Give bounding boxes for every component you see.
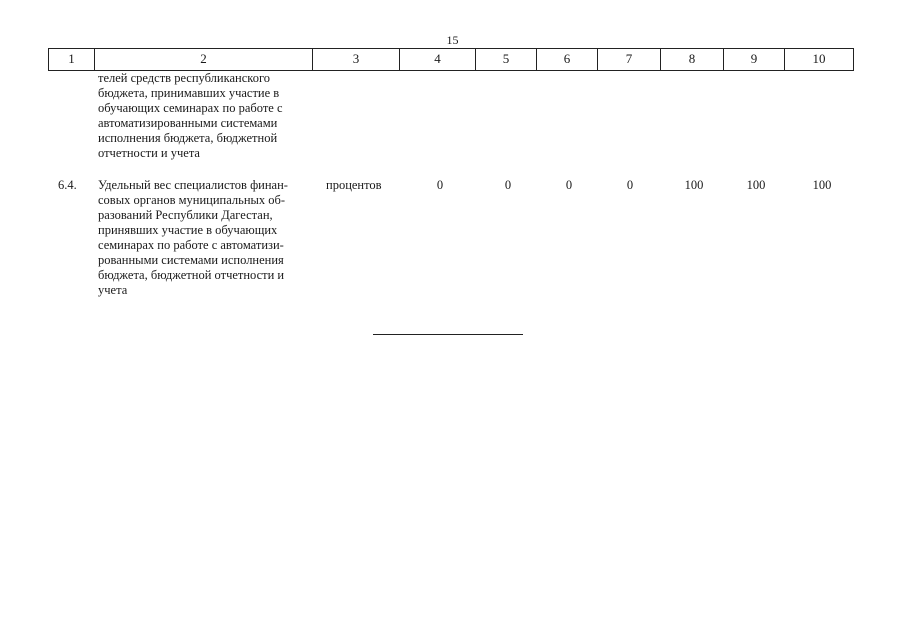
text-line: телей средств республиканского xyxy=(98,71,271,85)
text-line: обучающих семинарах по работе с xyxy=(98,101,283,115)
header-cell-10: 10 xyxy=(784,49,854,70)
header-cell-8: 8 xyxy=(660,49,723,70)
text-line: исполнения бюджета, бюджетной xyxy=(98,131,278,145)
row-value-col-5: 0 xyxy=(504,178,512,192)
header-cell-5: 5 xyxy=(475,49,536,70)
row-value-col-8: 100 xyxy=(684,178,704,192)
text-line: разований Республики Дагестан, xyxy=(98,208,273,222)
text-line: учета xyxy=(98,283,128,297)
text-line: рованными системами исполнения xyxy=(98,253,284,267)
header-cell-4: 4 xyxy=(399,49,475,70)
header-cell-1: 1 xyxy=(48,49,94,70)
continuation-description xyxy=(98,71,303,161)
text-line: бюджета, бюджетной отчетности и xyxy=(98,268,285,282)
row-description xyxy=(98,178,303,298)
row-number: 6.4. xyxy=(58,178,77,192)
header-cell-9: 9 xyxy=(723,49,784,70)
text-line: Удельный вес специалистов финан- xyxy=(98,178,288,192)
text-line: семинарах по работе с автоматизи- xyxy=(98,238,284,252)
text-line: принявших участие в обучающих xyxy=(98,223,278,237)
row-value-col-7: 0 xyxy=(626,178,634,192)
footer-separator-line xyxy=(373,334,523,335)
header-cell-2: 2 xyxy=(94,49,312,70)
row-unit: процентов xyxy=(326,178,382,192)
row-value-col-9: 100 xyxy=(746,178,766,192)
text-line: автоматизированными системами xyxy=(98,116,278,130)
header-cell-6: 6 xyxy=(536,49,597,70)
row-value-col-6: 0 xyxy=(565,178,573,192)
row-value-col-10: 100 xyxy=(812,178,832,192)
header-cell-3: 3 xyxy=(312,49,399,70)
text-line: совых органов муниципальных об- xyxy=(98,193,286,207)
row-value-col-4: 0 xyxy=(436,178,444,192)
table-header-row xyxy=(48,48,854,71)
header-cell-7: 7 xyxy=(597,49,660,70)
page-number: 15 xyxy=(446,33,459,47)
text-line: бюджета, принимавших участие в xyxy=(98,86,280,100)
text-line: отчетности и учета xyxy=(98,146,200,160)
